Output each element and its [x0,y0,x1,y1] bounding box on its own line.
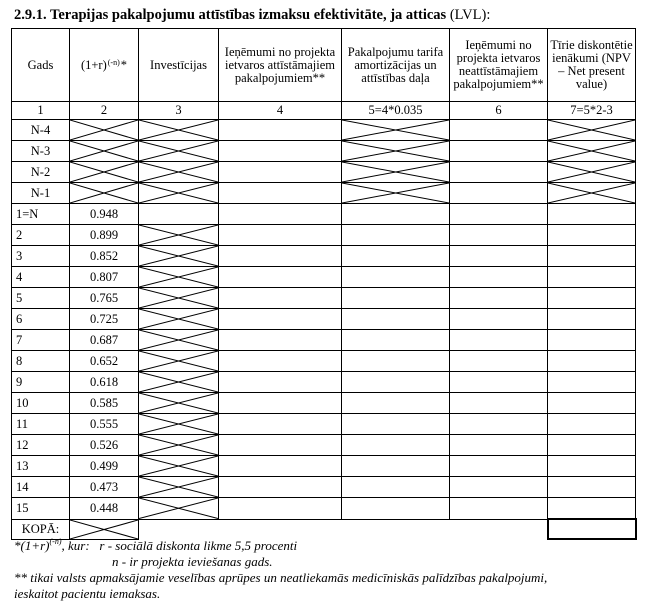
discount-factor-cell: 0.473 [70,477,139,498]
crossed-cell [139,414,219,435]
crossed-cell [548,141,636,162]
table-row [12,477,636,498]
table-row [12,204,636,225]
crossed-cell [139,225,219,246]
crossed-cell [70,141,139,162]
total-row [12,519,636,539]
revenue-undeveloped-cell [450,456,548,477]
revenue-undeveloped-cell [450,120,548,141]
crossed-cell [139,498,219,520]
revenue-undeveloped-cell [450,309,548,330]
revenue-undeveloped-cell [450,288,548,309]
table-row [12,414,636,435]
header-revenue-undeveloped: Ieņēmumi no projekta ietvaros neattīstāmajiem pakalpojumiem** [450,29,548,102]
header-discount-factor: $(1+r)^{(-n)}*$ [70,29,139,102]
tariff-share-cell [342,372,450,393]
column-index: 5=4*0.035 [342,102,450,120]
footnote-n: n - ir projekta ieviešanas gads. [112,554,273,569]
year-cell: 10 [12,393,70,414]
total-label: KOPĀ: [12,519,70,539]
revenue-developed-cell [219,267,342,288]
investment-cell [139,204,219,225]
revenue-developed-cell [219,120,342,141]
table-row [12,288,636,309]
tariff-share-cell [342,477,450,498]
revenue-developed-cell [219,330,342,351]
revenue-undeveloped-cell [450,498,548,520]
year-cell: 11 [12,414,70,435]
revenue-undeveloped-cell [450,372,548,393]
revenue-developed-cell [219,351,342,372]
year-cell: N-1 [12,183,70,204]
column-index: 7=5*2-3 [548,102,636,120]
tariff-share-cell [342,330,450,351]
npv-cell [548,393,636,414]
table-row [12,120,636,141]
footnote-services-cont: ieskaitot pacientu iemaksas. [14,586,161,601]
npv-cell [548,477,636,498]
revenue-developed-cell [219,414,342,435]
column-index: 2 [70,102,139,120]
tariff-share-cell [342,267,450,288]
crossed-cell [139,372,219,393]
crossed-cell [70,183,139,204]
revenue-developed-cell [219,162,342,183]
header-npv: Tīrie diskontētie ienākumi (NPV – Net present value) [548,29,636,102]
cost-effectiveness-table [11,28,637,540]
total-cell [139,519,219,539]
header-investments: Investīcijas [139,29,219,102]
revenue-developed-cell [219,288,342,309]
column-index: 1 [12,102,70,120]
tariff-share-cell [342,309,450,330]
crossed-cell [342,183,450,204]
header-revenue-developed: Ieņēmumi no projekta ietvaros attīstāmajiem pakalpojumiem** [219,29,342,102]
column-index-row [12,102,636,120]
year-cell: 15 [12,498,70,520]
year-cell: 3 [12,246,70,267]
revenue-undeveloped-cell [450,267,548,288]
page-title [14,7,490,24]
table-row [12,498,636,520]
crossed-cell [139,330,219,351]
crossed-cell [342,141,450,162]
crossed-cell [139,309,219,330]
tariff-share-cell [342,456,450,477]
revenue-undeveloped-cell [450,204,548,225]
tariff-share-cell [342,498,450,520]
revenue-developed-cell [219,141,342,162]
total-cell [450,519,548,539]
year-cell: 5 [12,288,70,309]
year-cell: 1=N [12,204,70,225]
npv-cell [548,225,636,246]
crossed-cell [139,162,219,183]
revenue-undeveloped-cell [450,246,548,267]
crossed-cell [139,267,219,288]
crossed-cell [139,435,219,456]
revenue-undeveloped-cell [450,183,548,204]
crossed-cell [548,162,636,183]
crossed-cell [139,477,219,498]
revenue-developed-cell [219,372,342,393]
npv-cell [548,204,636,225]
tariff-share-cell [342,435,450,456]
table-row [12,246,636,267]
discount-factor-cell: 0.765 [70,288,139,309]
tariff-share-cell [342,225,450,246]
year-cell: 8 [12,351,70,372]
crossed-cell [548,120,636,141]
header-row [12,29,636,102]
table-row [12,309,636,330]
crossed-cell [139,456,219,477]
table-row [12,372,636,393]
revenue-undeveloped-cell [450,393,548,414]
npv-cell [548,267,636,288]
column-index: 4 [219,102,342,120]
revenue-developed-cell [219,183,342,204]
crossed-cell [342,120,450,141]
crossed-cell [139,120,219,141]
year-cell: N-3 [12,141,70,162]
revenue-undeveloped-cell [450,477,548,498]
year-cell: 4 [12,267,70,288]
footnote-formula: $*(1+r)^{(-n)}$, kur: r - sociālā diskonta likme 5,5 procenti [14,537,298,553]
npv-cell [548,246,636,267]
npv-cell [548,414,636,435]
npv-cell [548,498,636,520]
year-cell: 13 [12,456,70,477]
discount-factor-cell: 0.725 [70,309,139,330]
title-main: 2.9.1. Terapijas pakalpojumu attīstības izmaksu efektivitāte, ja atticas [14,7,447,23]
discount-factor-cell: 0.618 [70,372,139,393]
year-cell: 6 [12,309,70,330]
header-tariff-share: Pakalpojumu tarifa amortizācijas un attīstības daļa [342,29,450,102]
discount-factor-cell: 0.948 [70,204,139,225]
tariff-share-cell [342,204,450,225]
table-row [12,435,636,456]
table-row [12,330,636,351]
revenue-developed-cell [219,498,342,520]
crossed-cell [548,183,636,204]
crossed-cell [70,120,139,141]
npv-cell [548,309,636,330]
year-cell: 14 [12,477,70,498]
discount-factor-cell: 0.526 [70,435,139,456]
year-cell: N-4 [12,120,70,141]
discount-factor-cell: 0.499 [70,456,139,477]
discount-factor-cell: 0.899 [70,225,139,246]
revenue-undeveloped-cell [450,141,548,162]
total-npv-box [548,519,636,539]
year-cell: 2 [12,225,70,246]
header-year: Gads [12,29,70,102]
crossed-cell [139,393,219,414]
crossed-cell [342,162,450,183]
revenue-undeveloped-cell [450,351,548,372]
year-cell: 9 [12,372,70,393]
table-row [12,267,636,288]
crossed-cell [139,183,219,204]
footnote-services: ** tikai valsts apmaksājamie veselības aprūpes un neatliekamās medicīniskās palīdzības pakalpojumi, [14,570,548,585]
tariff-share-cell [342,288,450,309]
discount-factor-cell: 0.448 [70,498,139,520]
revenue-developed-cell [219,204,342,225]
revenue-developed-cell [219,393,342,414]
discount-factor-cell: 0.687 [70,330,139,351]
revenue-undeveloped-cell [450,330,548,351]
discount-factor-cell: 0.652 [70,351,139,372]
revenue-developed-cell [219,225,342,246]
revenue-undeveloped-cell [450,162,548,183]
table-row [12,141,636,162]
crossed-cell [139,246,219,267]
title-unit: (LVL): [449,7,491,23]
npv-cell [548,351,636,372]
revenue-undeveloped-cell [450,225,548,246]
crossed-cell [70,162,139,183]
table-row [12,183,636,204]
tariff-share-cell [342,414,450,435]
tariff-share-cell [342,246,450,267]
year-cell: N-2 [12,162,70,183]
revenue-developed-cell [219,435,342,456]
revenue-developed-cell [219,456,342,477]
revenue-developed-cell [219,309,342,330]
revenue-developed-cell [219,246,342,267]
discount-factor-cell: 0.852 [70,246,139,267]
revenue-developed-cell [219,477,342,498]
crossed-cell [139,351,219,372]
year-cell: 7 [12,330,70,351]
discount-factor-cell: 0.807 [70,267,139,288]
revenue-undeveloped-cell [450,414,548,435]
table-body [12,120,636,520]
table-row [12,393,636,414]
tariff-share-cell [342,393,450,414]
npv-cell [548,330,636,351]
crossed-cell [139,141,219,162]
discount-factor-cell: 0.555 [70,414,139,435]
table-row [12,351,636,372]
column-index: 3 [139,102,219,120]
revenue-undeveloped-cell [450,435,548,456]
crossed-cell [70,519,139,539]
total-cell [219,519,342,539]
year-cell: 12 [12,435,70,456]
discount-factor-cell: 0.585 [70,393,139,414]
table-row [12,456,636,477]
tariff-share-cell [342,351,450,372]
total-cell [342,519,450,539]
footnotes [14,538,547,602]
npv-cell [548,435,636,456]
column-index: 6 [450,102,548,120]
table-row [12,225,636,246]
npv-cell [548,288,636,309]
npv-cell [548,456,636,477]
table-row [12,162,636,183]
crossed-cell [139,288,219,309]
npv-cell [548,372,636,393]
